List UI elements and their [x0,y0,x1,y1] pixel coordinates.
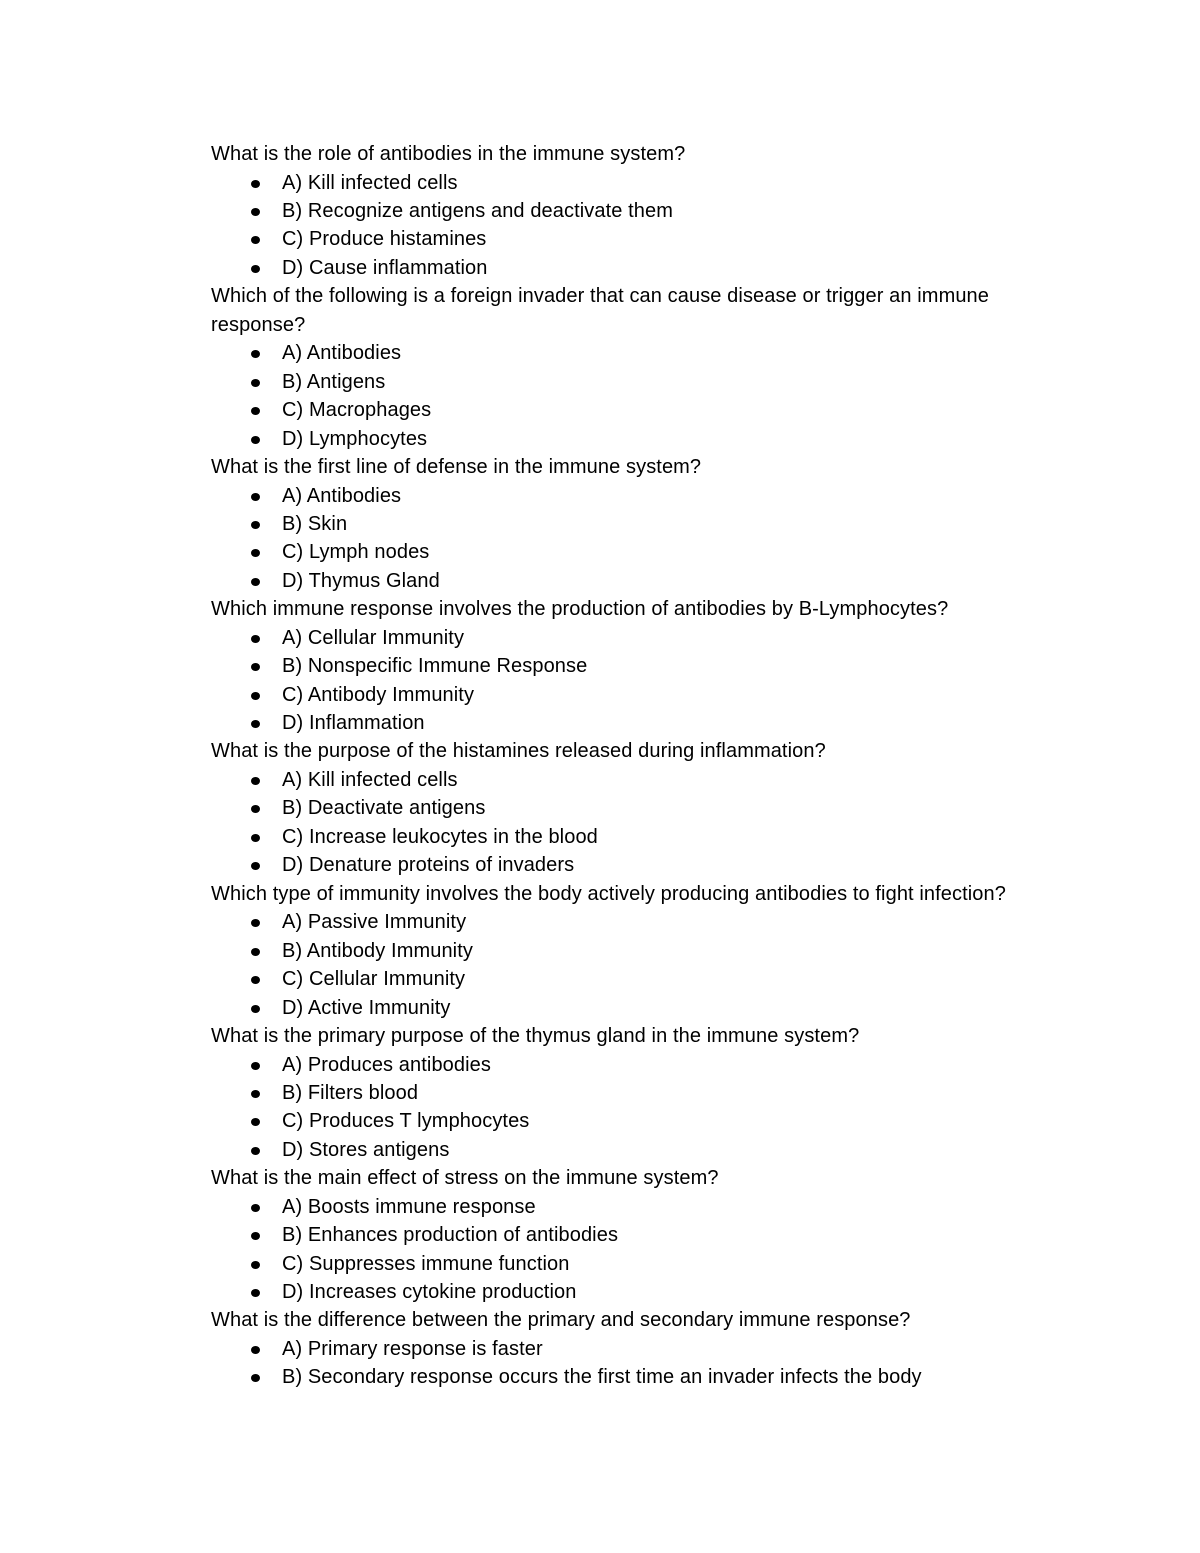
answer-option [211,681,1081,709]
answer-option [211,368,1081,396]
answer-option [211,937,1081,965]
bullet-icon [251,1005,260,1013]
bullet-icon [251,1147,260,1155]
answer-option-label: B) Deactivate antigens [282,797,486,820]
answer-option [211,908,1081,936]
answer-option-label: D) Denature proteins of invaders [282,854,575,877]
answer-option [211,339,1081,367]
bullet-icon [251,692,260,700]
bullet-icon [251,976,260,984]
answer-option [211,425,1081,453]
question-block [211,140,1081,282]
question-block [211,453,1081,595]
bullet-icon [251,1062,260,1070]
answer-option [211,709,1081,737]
answer-option-label: C) Cellular Immunity [282,968,466,991]
question-text: Which type of immunity involves the body actively producing antibodies to fight infection? [211,882,1006,905]
answer-option [211,197,1081,225]
bullet-icon [251,834,260,842]
bullet-icon [251,1261,260,1269]
bullet-icon [251,1090,260,1098]
question-block [211,1306,1081,1391]
answer-option [211,1221,1081,1249]
answer-options [211,169,1081,283]
answer-option [211,624,1081,652]
answer-option [211,567,1081,595]
answer-option-label: D) Lymphocytes [282,427,428,450]
answer-option-label: C) Increase leukocytes in the blood [282,825,598,848]
answer-option-label: B) Antibody Immunity [282,939,473,962]
answer-option-label: D) Active Immunity [282,996,451,1019]
bullet-icon [251,1232,260,1240]
answer-option [211,1079,1081,1107]
answer-options [211,1051,1081,1165]
answer-option-label: A) Antibodies [282,484,402,507]
answer-option-label: A) Kill infected cells [282,171,458,194]
answer-option [211,1335,1081,1363]
bullet-icon [251,862,260,870]
answer-options [211,766,1081,880]
answer-option-label: D) Inflammation [282,712,425,735]
question-block [211,282,1081,453]
question-text: What is the primary purpose of the thymus gland in the immune system? [211,1024,860,1047]
question-text: What is the main effect of stress on the immune system? [211,1167,719,1190]
answer-option [211,538,1081,566]
question-block [211,737,1081,879]
answer-option [211,1107,1081,1135]
bullet-icon [251,1346,260,1354]
answer-option-label: D) Stores antigens [282,1138,450,1161]
answer-option-label: D) Cause inflammation [282,256,488,279]
bullet-icon [251,635,260,643]
question-block [211,1164,1081,1306]
answer-option-label: B) Antigens [282,370,386,393]
answer-option [211,1193,1081,1221]
question-text: What is the purpose of the histamines released during inflammation? [211,740,826,763]
question-block [211,880,1081,1022]
answer-option-label: B) Nonspecific Immune Response [282,655,588,678]
bullet-icon [251,265,260,273]
bullet-icon [251,1289,260,1297]
answer-option [211,823,1081,851]
answer-option-label: D) Thymus Gland [282,569,440,592]
answer-option-label: B) Filters blood [282,1081,419,1104]
bullet-icon [251,350,260,358]
answer-option [211,766,1081,794]
bullet-icon [251,663,260,671]
answer-option-label: C) Lymph nodes [282,541,430,564]
bullet-icon [251,1374,260,1382]
bullet-icon [251,578,260,586]
bullet-icon [251,407,260,415]
answer-options [211,624,1081,738]
answer-option-label: A) Boosts immune response [282,1195,536,1218]
bullet-icon [251,493,260,501]
answer-option [211,1250,1081,1278]
answer-option-label: A) Kill infected cells [282,769,458,792]
answer-option-label: A) Passive Immunity [282,911,467,934]
answer-option [211,994,1081,1022]
bullet-icon [251,208,260,216]
answer-option-label: A) Cellular Immunity [282,626,465,649]
question-text: What is the first line of defense in the immune system? [211,456,702,479]
question-list [211,140,1081,1392]
answer-options [211,1193,1081,1307]
answer-option [211,851,1081,879]
answer-option [211,965,1081,993]
question-text: Which of the following is a foreign invader that can cause disease or trigger an immune response? [211,285,989,336]
bullet-icon [251,180,260,188]
answer-option-label: C) Macrophages [282,399,432,422]
bullet-icon [251,948,260,956]
answer-option [211,1278,1081,1306]
answer-option [211,482,1081,510]
answer-option [211,169,1081,197]
answer-option [211,254,1081,282]
bullet-icon [251,805,260,813]
bullet-icon [251,720,260,728]
question-block [211,595,1081,737]
answer-option [211,652,1081,680]
bullet-icon [251,236,260,244]
answer-option-label: D) Increases cytokine production [282,1280,577,1303]
answer-option-label: C) Suppresses immune function [282,1252,570,1275]
bullet-icon [251,521,260,529]
question-block [211,1022,1081,1164]
answer-option [211,510,1081,538]
answer-option-label: C) Produce histamines [282,228,487,251]
answer-options [211,339,1081,453]
answer-option-label: C) Antibody Immunity [282,683,475,706]
bullet-icon [251,436,260,444]
answer-option-label: B) Secondary response occurs the first time an invader infects the body [282,1366,922,1389]
question-text: What is the role of antibodies in the immune system? [211,143,686,165]
bullet-icon [251,1118,260,1126]
answer-option [211,225,1081,253]
answer-option-label: A) Produces antibodies [282,1053,491,1076]
answer-options [211,482,1081,596]
answer-option-label: B) Enhances production of antibodies [282,1224,619,1247]
bullet-icon [251,777,260,785]
answer-option-label: A) Primary response is faster [282,1337,543,1360]
question-text: What is the difference between the primary and secondary immune response? [211,1309,911,1332]
answer-option [211,1051,1081,1079]
answer-option-label: A) Antibodies [282,342,402,365]
bullet-icon [251,1204,260,1212]
answer-option-label: C) Produces T lymphocytes [282,1110,530,1133]
bullet-icon [251,919,260,927]
bullet-icon [251,549,260,557]
answer-option [211,794,1081,822]
answer-option [211,1363,1081,1391]
answer-option-label: B) Skin [282,513,348,536]
answer-option-label: B) Recognize antigens and deactivate them [282,200,674,222]
answer-options [211,908,1081,1022]
question-text: Which immune response involves the production of antibodies by B-Lymphocytes? [211,598,949,621]
bullet-icon [251,379,260,387]
answer-option [211,396,1081,424]
answer-options [211,1335,1081,1392]
answer-option [211,1136,1081,1164]
